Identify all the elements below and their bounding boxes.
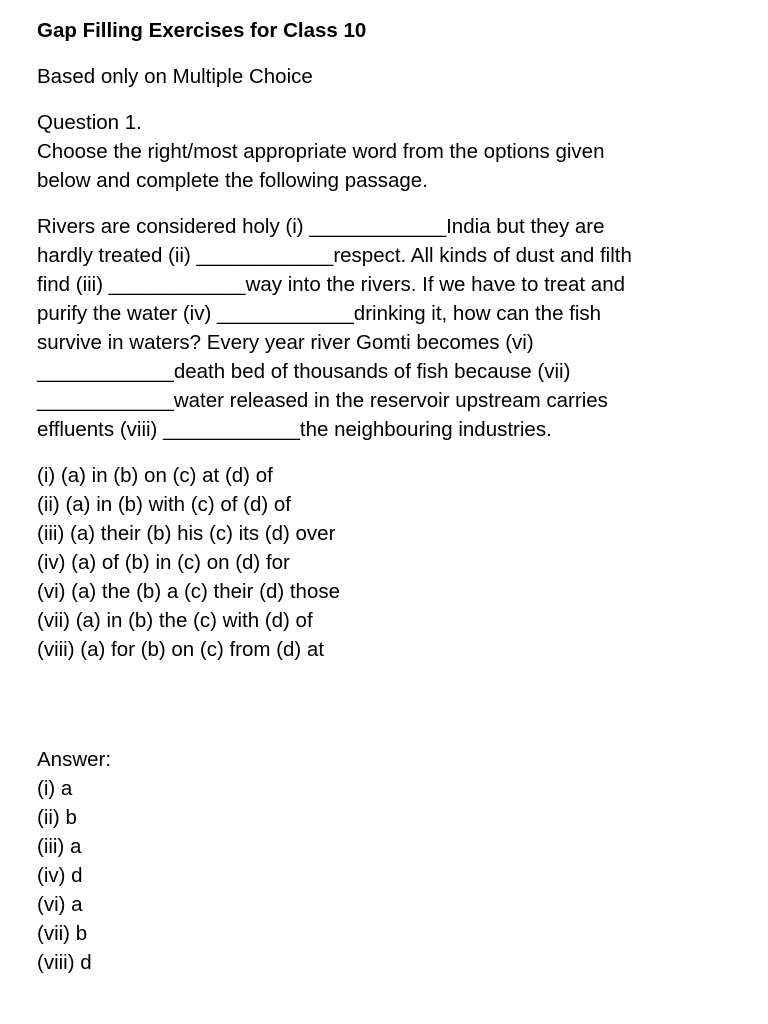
option-line: (iii) (a) their (b) his (c) its (d) over — [37, 522, 336, 545]
passage-line: effluents (viii) ____________the neighbouring industries. — [37, 418, 552, 441]
passage-line: ____________water released in the reservoir upstream carries — [37, 389, 608, 412]
document-title: Gap Filling Exercises for Class 10 — [37, 19, 367, 42]
answer-item: (ii) b — [37, 806, 77, 829]
passage-line: hardly treated (ii) ____________respect. All kinds of dust and filth — [37, 244, 632, 267]
answer-label: Answer: — [37, 748, 112, 771]
document-subtitle: Based only on Multiple Choice — [37, 65, 313, 88]
question-label: Question 1. — [37, 111, 142, 134]
passage-line: Rivers are considered holy (i) ____________India but they are — [37, 215, 605, 238]
question-block — [37, 108, 737, 195]
answer-item: (vii) b — [37, 922, 88, 945]
passage-line: survive in waters? Every year river Gomti becomes (vi) — [37, 331, 534, 354]
answer-item: (iv) d — [37, 864, 83, 887]
instruction-line: Choose the right/most appropriate word from the options given — [37, 140, 605, 163]
passage — [37, 212, 737, 444]
option-line: (i) (a) in (b) on (c) at (d) of — [37, 464, 273, 487]
option-line: (viii) (a) for (b) on (c) from (d) at — [37, 638, 325, 661]
answer-item: (viii) d — [37, 951, 92, 974]
option-line: (ii) (a) in (b) with (c) of (d) of — [37, 493, 291, 516]
answer-item: (iii) a — [37, 835, 82, 858]
passage-line: find (iii) ____________way into the rivers. If we have to treat and — [37, 273, 626, 296]
option-line: (vi) (a) the (b) a (c) their (d) those — [37, 580, 341, 603]
document-page — [37, 16, 737, 977]
answer-item: (vi) a — [37, 893, 83, 916]
answer-item: (i) a — [37, 777, 73, 800]
passage-line: purify the water (iv) ____________drinking it, how can the fish — [37, 302, 602, 325]
options-list — [37, 461, 737, 664]
option-line: (iv) (a) of (b) in (c) on (d) for — [37, 551, 290, 574]
passage-line: ____________death bed of thousands of fish because (vii) — [37, 360, 571, 383]
instruction-line: below and complete the following passage. — [37, 169, 428, 192]
option-line: (vii) (a) in (b) the (c) with (d) of — [37, 609, 313, 632]
answer-block — [37, 745, 737, 977]
